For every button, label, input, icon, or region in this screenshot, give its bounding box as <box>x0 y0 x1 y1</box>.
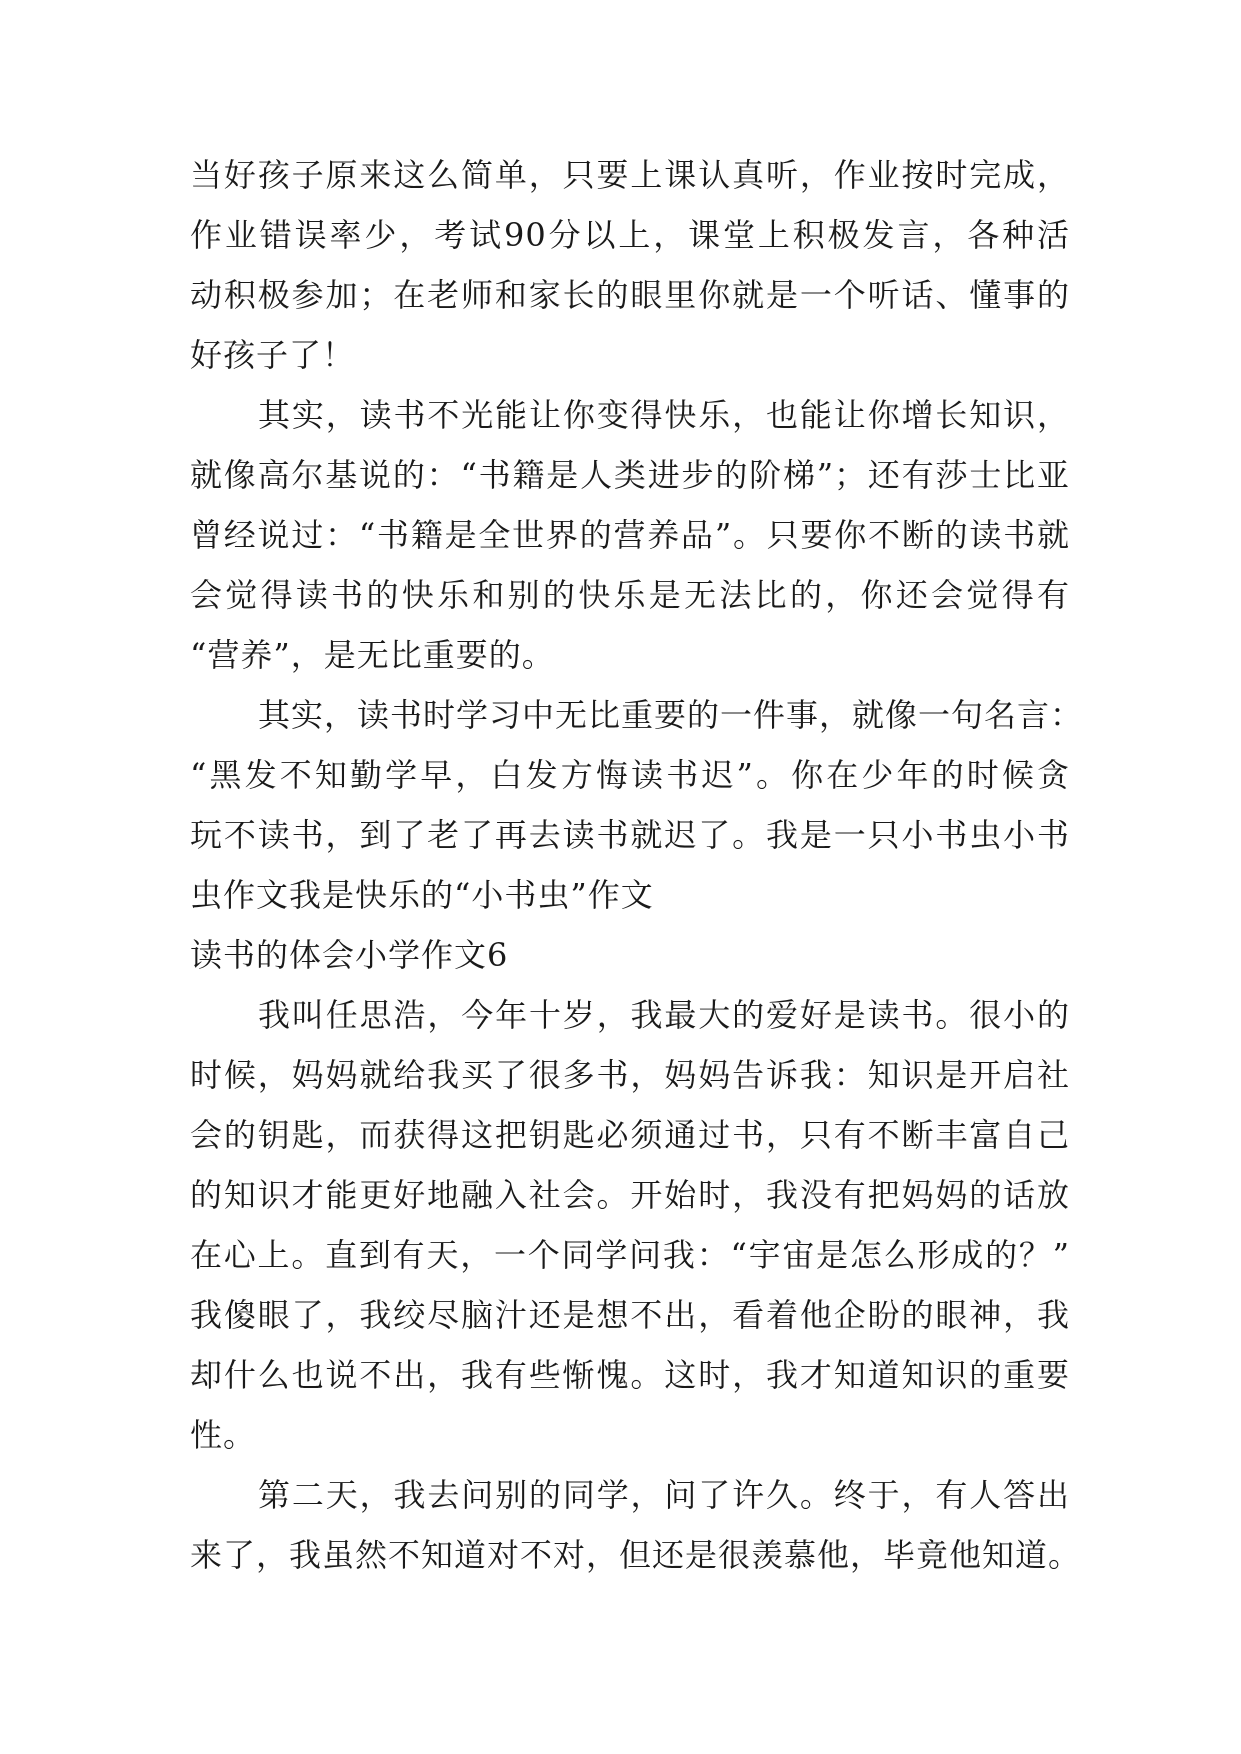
text-line: 会觉得读书的快乐和别的快乐是无法比的，你还会觉得有 <box>190 576 1070 614</box>
text-line: 时候，妈妈就给我买了很多书，妈妈告诉我：知识是开启社 <box>190 1056 1070 1094</box>
text-line: 当好孩子原来这么简单，只要上课认真听，作业按时完成， <box>190 156 1070 194</box>
text-line: 来了，我虽然不知道对不对，但还是很羡慕他，毕竟他知道。 <box>190 1536 1082 1574</box>
text-line: 曾经说过：“书籍是全世界的营养品”。只要你不断的读书就 <box>190 516 1070 554</box>
text-line: 在心上。直到有天，一个同学问我：“宇宙是怎么形成的？” <box>190 1236 1070 1274</box>
text-line: 性。 <box>190 1416 257 1454</box>
text-line: 就像高尔基说的：“书籍是人类进步的阶梯”；还有莎士比亚 <box>190 456 1070 494</box>
paragraph-first-line: 其实，读书不光能让你变得快乐，也能让你增长知识， <box>258 396 1070 434</box>
text-line: 动积极参加；在老师和家长的眼里你就是一个听话、懂事的 <box>190 276 1070 314</box>
paragraph-first-line: 其实，读书时学习中无比重要的一件事，就像一句名言： <box>258 696 1084 734</box>
text-line: 好孩子了！ <box>190 336 356 374</box>
paragraph-first-line: 我叫任思浩，今年十岁，我最大的爱好是读书。很小的 <box>258 996 1070 1034</box>
section-heading: 读书的体会小学作文6 <box>190 936 509 974</box>
paragraph-first-line: 第二天，我去问别的同学，问了许久。终于，有人答出 <box>258 1476 1070 1514</box>
text-line: 我傻眼了，我绞尽脑汁还是想不出，看着他企盼的眼神，我 <box>190 1296 1070 1334</box>
text-line: 玩不读书，到了老了再去读书就迟了。我是一只小书虫小书 <box>190 816 1070 854</box>
text-line: 却什么也说不出，我有些惭愧。这时，我才知道知识的重要 <box>190 1356 1070 1394</box>
text-line: 的知识才能更好地融入社会。开始时，我没有把妈妈的话放 <box>190 1176 1070 1214</box>
text-line: “营养”，是无比重要的。 <box>190 636 555 674</box>
text-line: 作业错误率少，考试90分以上，课堂上积极发言，各种活 <box>190 216 1070 254</box>
text-line: 会的钥匙，而获得这把钥匙必须通过书，只有不断丰富自己 <box>190 1116 1070 1154</box>
text-line: 虫作文我是快乐的“小书虫”作文 <box>190 876 654 914</box>
text-line: “黑发不知勤学早，白发方悔读书迟”。你在少年的时候贪 <box>190 756 1070 794</box>
